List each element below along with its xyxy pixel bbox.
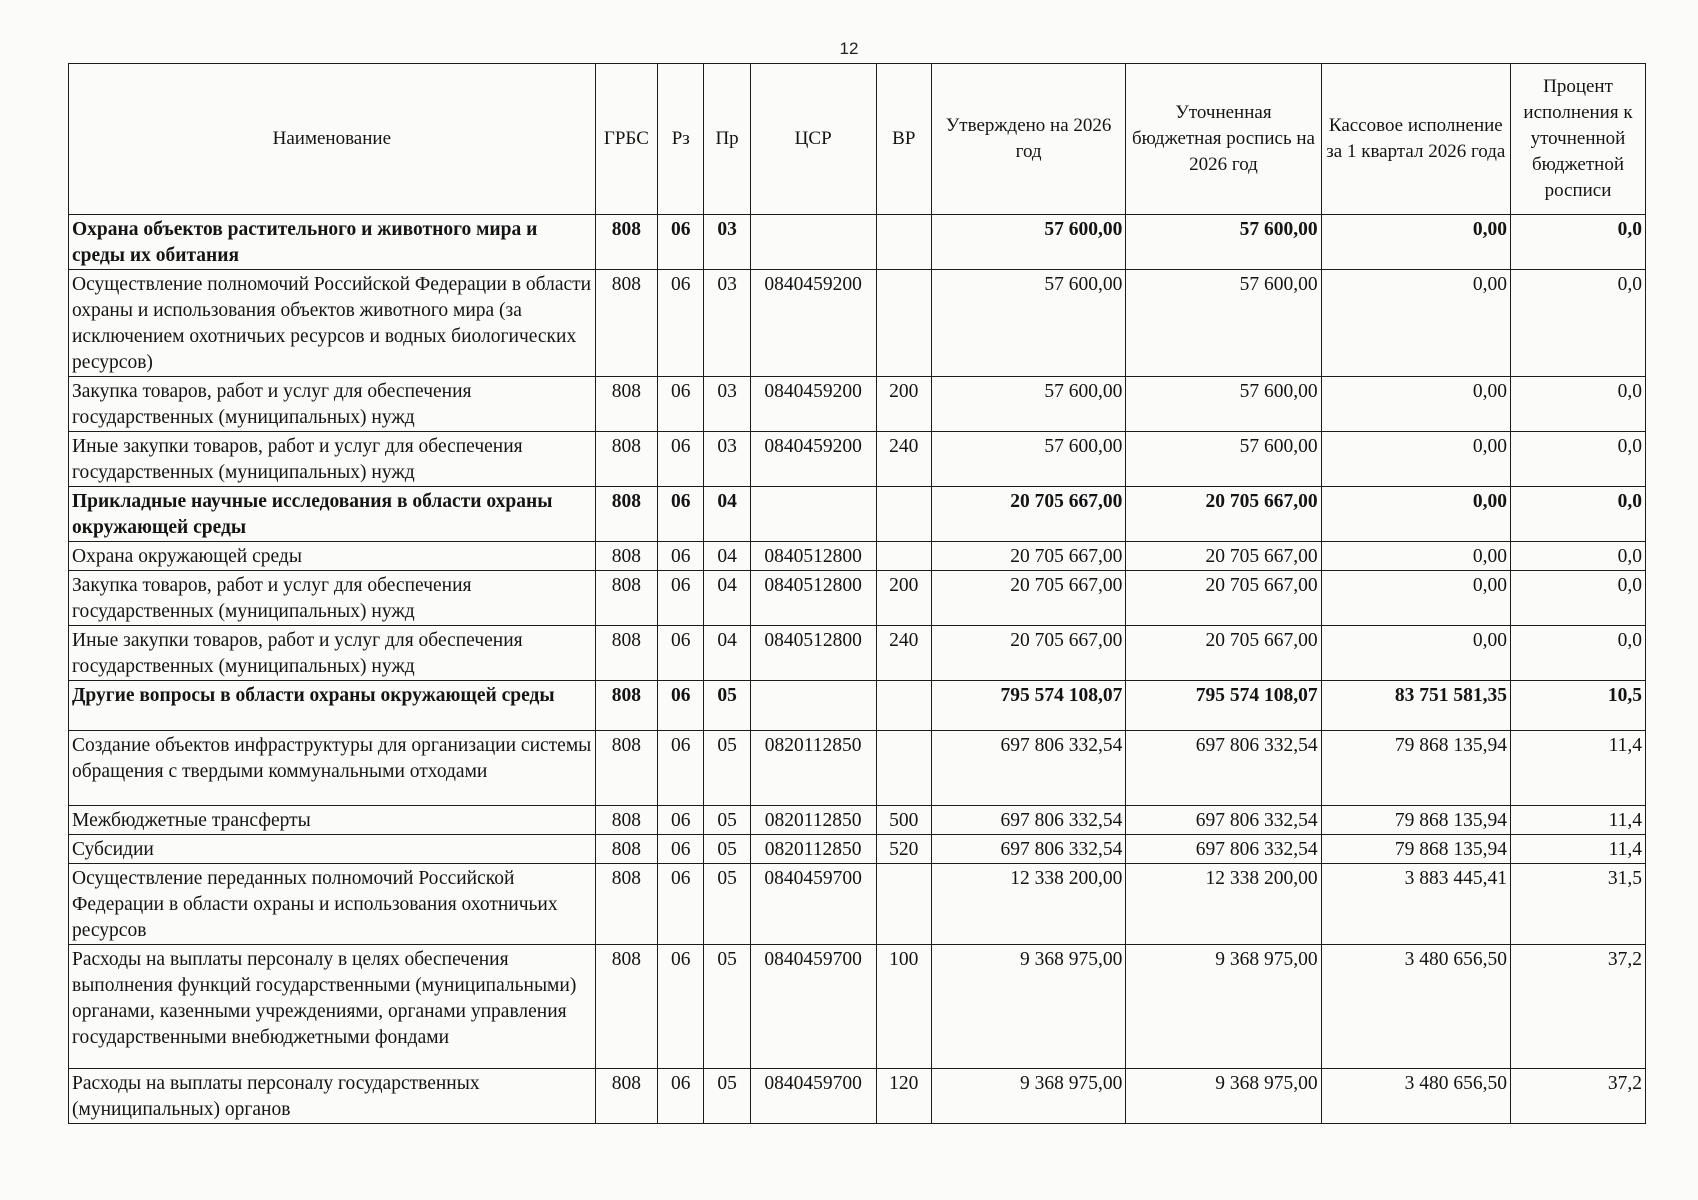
cell-percent: 11,4	[1510, 731, 1645, 806]
cell-rz: 06	[658, 806, 704, 835]
cell-csr: 0840512800	[750, 626, 876, 681]
cell-approved: 57 600,00	[931, 432, 1125, 487]
cell-approved: 697 806 332,54	[931, 806, 1125, 835]
cell-refined: 9 368 975,00	[1126, 945, 1321, 1069]
table-row	[69, 542, 1646, 571]
cell-grbs: 808	[595, 626, 657, 681]
cell-name: Закупка товаров, работ и услуг для обеспечения государственных (муниципальных) нужд	[69, 571, 596, 626]
cell-pr: 04	[704, 542, 750, 571]
cell-refined: 12 338 200,00	[1126, 864, 1321, 945]
cell-csr: 0840459700	[750, 864, 876, 945]
cell-pr: 04	[704, 571, 750, 626]
cell-percent: 0,0	[1510, 215, 1645, 270]
cell-name: Закупка товаров, работ и услуг для обеспечения государственных (муниципальных) нужд	[69, 377, 596, 432]
cell-cash: 0,00	[1321, 542, 1510, 571]
cell-pr: 03	[704, 215, 750, 270]
cell-pr: 03	[704, 377, 750, 432]
cell-name: Расходы на выплаты персоналу в целях обеспечения выполнения функций государственными (муниципальными) органами, казенными учреждениями, органами управления государственными внебюджетными фондами	[69, 945, 596, 1069]
cell-percent: 31,5	[1510, 864, 1645, 945]
cell-vr: 500	[876, 806, 931, 835]
cell-cash: 79 868 135,94	[1321, 806, 1510, 835]
cell-name: Расходы на выплаты персоналу государственных (муниципальных) органов	[69, 1069, 596, 1124]
cell-pr: 03	[704, 432, 750, 487]
header-grbs: ГРБС	[595, 64, 657, 215]
cell-name: Прикладные научные исследования в области охраны окружающей среды	[69, 487, 596, 542]
cell-percent: 11,4	[1510, 835, 1645, 864]
cell-refined: 20 705 667,00	[1126, 542, 1321, 571]
cell-vr	[876, 270, 931, 377]
table-row	[69, 377, 1646, 432]
table-row	[69, 835, 1646, 864]
cell-vr: 240	[876, 626, 931, 681]
cell-percent: 0,0	[1510, 626, 1645, 681]
cell-percent: 0,0	[1510, 432, 1645, 487]
cell-name: Межбюджетные трансферты	[69, 806, 596, 835]
header-cash: Кассовое исполнение за 1 квартал 2026 года	[1321, 64, 1510, 215]
cell-refined: 795 574 108,07	[1126, 681, 1321, 731]
cell-percent: 0,0	[1510, 377, 1645, 432]
cell-refined: 697 806 332,54	[1126, 731, 1321, 806]
header-vr: ВР	[876, 64, 931, 215]
cell-pr: 05	[704, 945, 750, 1069]
cell-rz: 06	[658, 377, 704, 432]
cell-vr	[876, 731, 931, 806]
cell-grbs: 808	[595, 1069, 657, 1124]
table-row	[69, 487, 1646, 542]
cell-approved: 20 705 667,00	[931, 542, 1125, 571]
cell-name: Осуществление полномочий Российской Федерации в области охраны и использования объектов животного мира (за исключением охотничьих ресурсов и водных биологических ресурсов)	[69, 270, 596, 377]
cell-pr: 05	[704, 806, 750, 835]
header-percent: Процент исполнения к уточненной бюджетной росписи	[1510, 64, 1645, 215]
cell-cash: 79 868 135,94	[1321, 731, 1510, 806]
header-csr: ЦСР	[750, 64, 876, 215]
cell-rz: 06	[658, 835, 704, 864]
cell-cash: 83 751 581,35	[1321, 681, 1510, 731]
cell-refined: 20 705 667,00	[1126, 571, 1321, 626]
cell-grbs: 808	[595, 377, 657, 432]
cell-pr: 05	[704, 835, 750, 864]
cell-csr: 0840459200	[750, 270, 876, 377]
cell-refined: 9 368 975,00	[1126, 1069, 1321, 1124]
cell-approved: 697 806 332,54	[931, 731, 1125, 806]
cell-vr	[876, 215, 931, 270]
cell-percent: 10,5	[1510, 681, 1645, 731]
header-refined: Уточненная бюджетная роспись на 2026 год	[1126, 64, 1321, 215]
cell-name: Охрана объектов растительного и животного мира и среды их обитания	[69, 215, 596, 270]
table-row	[69, 215, 1646, 270]
cell-vr: 200	[876, 377, 931, 432]
header-pr: Пр	[704, 64, 750, 215]
cell-refined: 57 600,00	[1126, 215, 1321, 270]
cell-grbs: 808	[595, 945, 657, 1069]
cell-rz: 06	[658, 542, 704, 571]
cell-grbs: 808	[595, 571, 657, 626]
cell-rz: 06	[658, 945, 704, 1069]
cell-pr: 05	[704, 864, 750, 945]
cell-csr: 0840459700	[750, 945, 876, 1069]
cell-grbs: 808	[595, 835, 657, 864]
cell-rz: 06	[658, 681, 704, 731]
cell-csr: 0840512800	[750, 542, 876, 571]
cell-approved: 20 705 667,00	[931, 626, 1125, 681]
cell-vr: 240	[876, 432, 931, 487]
cell-grbs: 808	[595, 487, 657, 542]
budget-execution-table	[68, 63, 1646, 1124]
cell-vr: 100	[876, 945, 931, 1069]
cell-pr: 04	[704, 626, 750, 681]
cell-csr	[750, 487, 876, 542]
cell-percent: 37,2	[1510, 945, 1645, 1069]
cell-cash: 0,00	[1321, 571, 1510, 626]
cell-vr	[876, 681, 931, 731]
cell-rz: 06	[658, 270, 704, 377]
cell-percent: 0,0	[1510, 270, 1645, 377]
cell-approved: 57 600,00	[931, 270, 1125, 377]
cell-pr: 03	[704, 270, 750, 377]
cell-percent: 0,0	[1510, 542, 1645, 571]
cell-approved: 57 600,00	[931, 377, 1125, 432]
cell-cash: 3 480 656,50	[1321, 945, 1510, 1069]
cell-csr	[750, 681, 876, 731]
cell-pr: 05	[704, 1069, 750, 1124]
cell-csr: 0840459200	[750, 432, 876, 487]
cell-percent: 0,0	[1510, 571, 1645, 626]
cell-grbs: 808	[595, 864, 657, 945]
cell-pr: 05	[704, 681, 750, 731]
cell-cash: 3 480 656,50	[1321, 1069, 1510, 1124]
cell-csr: 0820112850	[750, 806, 876, 835]
cell-grbs: 808	[595, 432, 657, 487]
cell-approved: 697 806 332,54	[931, 835, 1125, 864]
cell-csr	[750, 215, 876, 270]
table-row	[69, 626, 1646, 681]
cell-vr	[876, 864, 931, 945]
cell-pr: 04	[704, 487, 750, 542]
cell-grbs: 808	[595, 270, 657, 377]
cell-rz: 06	[658, 1069, 704, 1124]
cell-vr: 200	[876, 571, 931, 626]
cell-rz: 06	[658, 432, 704, 487]
cell-name: Иные закупки товаров, работ и услуг для обеспечения государственных (муниципальных) нужд	[69, 626, 596, 681]
cell-vr	[876, 542, 931, 571]
table-row	[69, 432, 1646, 487]
cell-grbs: 808	[595, 542, 657, 571]
cell-pr: 05	[704, 731, 750, 806]
cell-rz: 06	[658, 864, 704, 945]
cell-name: Иные закупки товаров, работ и услуг для обеспечения государственных (муниципальных) нужд	[69, 432, 596, 487]
table-row	[69, 270, 1646, 377]
table-row	[69, 731, 1646, 806]
table-row	[69, 945, 1646, 1069]
cell-percent: 11,4	[1510, 806, 1645, 835]
cell-cash: 0,00	[1321, 377, 1510, 432]
cell-refined: 697 806 332,54	[1126, 835, 1321, 864]
cell-cash: 0,00	[1321, 626, 1510, 681]
header-rz: Рз	[658, 64, 704, 215]
table-row	[69, 1069, 1646, 1124]
cell-cash: 0,00	[1321, 432, 1510, 487]
cell-approved: 9 368 975,00	[931, 945, 1125, 1069]
cell-vr: 120	[876, 1069, 931, 1124]
cell-rz: 06	[658, 731, 704, 806]
cell-rz: 06	[658, 571, 704, 626]
cell-refined: 57 600,00	[1126, 270, 1321, 377]
cell-csr: 0840459200	[750, 377, 876, 432]
cell-grbs: 808	[595, 681, 657, 731]
cell-csr: 0840512800	[750, 571, 876, 626]
cell-vr	[876, 487, 931, 542]
cell-refined: 57 600,00	[1126, 432, 1321, 487]
header-approved: Утверждено на 2026 год	[931, 64, 1125, 215]
cell-csr: 0840459700	[750, 1069, 876, 1124]
cell-cash: 0,00	[1321, 215, 1510, 270]
table-row	[69, 806, 1646, 835]
cell-name: Другие вопросы в области охраны окружающей среды	[69, 681, 596, 731]
cell-csr: 0820112850	[750, 731, 876, 806]
page-number: 12	[839, 39, 859, 58]
cell-approved: 20 705 667,00	[931, 487, 1125, 542]
cell-name: Создание объектов инфраструктуры для организации системы обращения с твердыми коммунальными отходами	[69, 731, 596, 806]
cell-rz: 06	[658, 487, 704, 542]
cell-name: Осуществление переданных полномочий Российской Федерации в области охраны и использования охотничьих ресурсов	[69, 864, 596, 945]
table-row	[69, 681, 1646, 731]
cell-vr: 520	[876, 835, 931, 864]
cell-percent: 0,0	[1510, 487, 1645, 542]
cell-cash: 0,00	[1321, 487, 1510, 542]
cell-grbs: 808	[595, 731, 657, 806]
table-header-row	[69, 64, 1646, 215]
cell-rz: 06	[658, 626, 704, 681]
cell-refined: 57 600,00	[1126, 377, 1321, 432]
table-row	[69, 571, 1646, 626]
cell-grbs: 808	[595, 215, 657, 270]
cell-csr: 0820112850	[750, 835, 876, 864]
cell-grbs: 808	[595, 806, 657, 835]
cell-cash: 0,00	[1321, 270, 1510, 377]
cell-refined: 20 705 667,00	[1126, 626, 1321, 681]
cell-refined: 697 806 332,54	[1126, 806, 1321, 835]
cell-approved: 9 368 975,00	[931, 1069, 1125, 1124]
cell-name: Субсидии	[69, 835, 596, 864]
table-row	[69, 864, 1646, 945]
cell-percent: 37,2	[1510, 1069, 1645, 1124]
cell-refined: 20 705 667,00	[1126, 487, 1321, 542]
cell-name: Охрана окружающей среды	[69, 542, 596, 571]
header-name: Наименование	[69, 64, 596, 215]
cell-approved: 20 705 667,00	[931, 571, 1125, 626]
cell-cash: 79 868 135,94	[1321, 835, 1510, 864]
cell-rz: 06	[658, 215, 704, 270]
cell-approved: 795 574 108,07	[931, 681, 1125, 731]
cell-cash: 3 883 445,41	[1321, 864, 1510, 945]
cell-approved: 57 600,00	[931, 215, 1125, 270]
cell-approved: 12 338 200,00	[931, 864, 1125, 945]
